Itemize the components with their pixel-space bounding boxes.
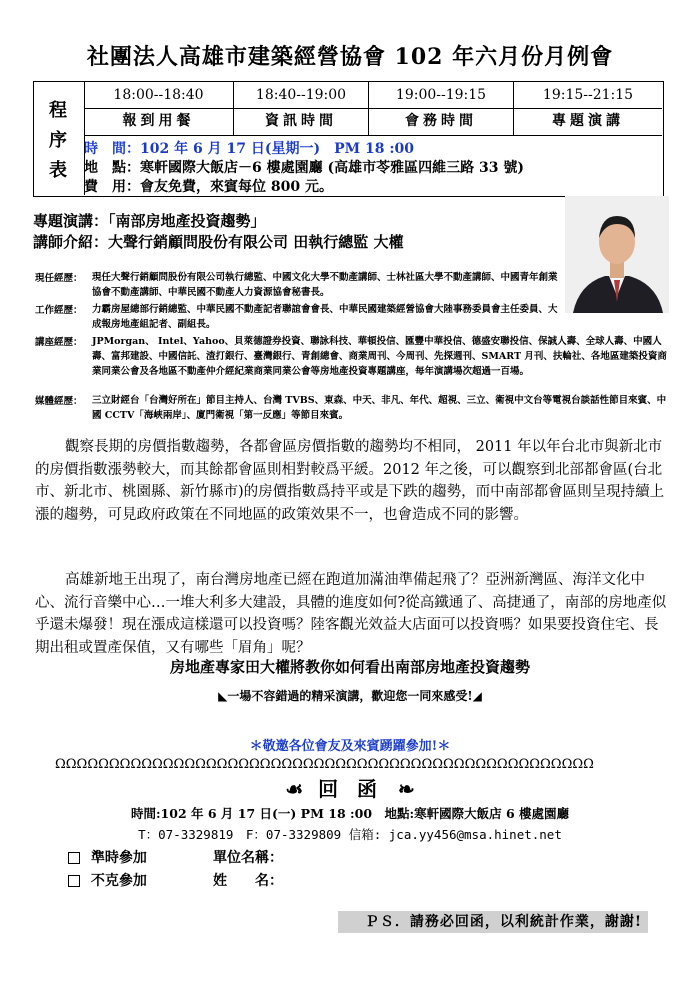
event-place: 地 點：寒軒國際大飯店－6 樓處園廳 (高雄市苓雅區四維三路 33 號) [84, 160, 524, 176]
schedule-label-char: 程 [49, 100, 67, 121]
schedule-time: 19:15--21:15 [542, 87, 634, 103]
schedule-item: 報到用餐 [84, 108, 234, 135]
page-title: 社團法人高雄市建築經營協會 102 年六月份月例會 [86, 44, 614, 70]
schedule-time: 18:00--18:40 [84, 82, 234, 108]
invite-line: ＊敬邀各位會友及來賓踴躍參加!＊ [249, 739, 451, 754]
name-field-label: 姓 名： [213, 873, 283, 889]
absent-label: 不克參加 [90, 873, 147, 889]
attend-checkbox[interactable] [68, 852, 80, 864]
absent-checkbox[interactable] [68, 875, 80, 887]
event-time: 時 間：102 年 6 月 17 日(星期一) PM 18 :00 [84, 141, 414, 157]
highlight-line: 房地產專家田大權將教你如何看出南部房地產投資趨勢 [169, 658, 530, 676]
experience-label: 講座經歷： [35, 337, 83, 348]
lecture-speaker: 講師介紹：大聲行銷顧問股份有限公司 田執行總監 大權 [33, 233, 404, 251]
experience-text: 現任大聲行銷顧問股份有限公司執行總監、中國文化大學不動產講師、士林社區大學不動產講師、中國青年創業協會不動產講師、中華民國不動產人力資源協會秘書長。 [92, 272, 558, 298]
reply-contact: T：07-3329819 F：07-3329809 信箱: jca.yy456@msa.hinet.net [138, 827, 562, 842]
schedule-item: 會務時間 [369, 108, 514, 135]
experience-text: 三立財經台「台灣好所在」節目主持人、台灣 TVBS、東森、中天、非凡、年代、超視、三立、衛視中文台等電視台談話性節目來賓、中國 CCTV「海峽兩岸」、廈門衛視「第一反應」等節目來賓。 [92, 395, 667, 421]
experience-label: 工作經歷： [35, 305, 83, 316]
tagline: ◣一場不容錯過的精采演講，歡迎您一同來感受!◢ [218, 689, 482, 703]
schedule-label [34, 82, 85, 195]
experience-label: 現任經歷： [35, 273, 83, 284]
lecture-topic: 專題演講：「南部房地產投資趨勢」 [33, 212, 266, 230]
schedule-label-char: 序 [49, 130, 67, 151]
unit-field-label: 單位名稱： [213, 850, 283, 866]
absent-option[interactable] [68, 870, 147, 890]
experience-label: 媒體經歷： [35, 396, 83, 407]
ornament-left-icon: ☙ [285, 777, 304, 801]
schedule-times-row [84, 82, 662, 109]
schedule-time: 19:00--19:15 [369, 82, 514, 108]
reply-heading [0, 773, 700, 802]
schedule-label-char: 表 [49, 160, 67, 181]
schedule-time: 18:40--19:00 [234, 82, 369, 108]
decorative-border: ΩΩΩΩΩΩΩΩΩΩΩΩΩΩΩΩΩΩΩΩΩΩΩΩΩΩΩΩΩΩΩΩΩΩΩΩΩΩΩΩΩΩΩΩΩΩΩΩΩΩ [55, 757, 594, 772]
ps-note: ＰＳ．請務必回函，以利統計作業，謝謝! [338, 911, 648, 933]
body-paragraph: 高雄新地王出現了，南台灣房地產已經在跑道加滿油準備起飛了？亞洲新灣區、海洋文化中心、流行音樂中心…一堆大利多大建設，具體的進度如何?從高鐵通了、高捷通了，南部的房地產似乎還未爆發！現在漲成這樣還可以投資嗎？陸客觀光效益大店面可以投資嗎？如果要投資住宅、長期出租或置產保值，又有哪些「眉角」呢？ [35, 572, 667, 656]
schedule-item: 資訊時間 [234, 108, 369, 135]
schedule-items-row [84, 108, 662, 136]
schedule-table [33, 81, 664, 197]
speaker-photo [565, 196, 669, 313]
body-paragraph: 觀察長期的房價指數趨勢，各都會區房價指數的趨勢均不相同， 2011 年以年台北市與新北市的房價指數漲勢較大，而其餘都會區則相對較爲平緩。2012 年之後，可以觀察到北部都會區(台北市、新北市、桃園縣、新竹縣市)的房價指數爲持平或是下跌的趨勢，而中南部都會區則呈現持續上漲的趨勢，可見政府政策在不同地區的政策效果不一，也會造成不同的影響。 [35, 439, 665, 523]
reply-title: 回 函 [318, 777, 384, 801]
schedule-item: 專題演講 [552, 113, 624, 129]
reply-time-place: 時間:102 年 6 月 17 日(一) PM 18 :00 地點:寒軒國際大飯店 6 樓處園廳 [130, 806, 570, 821]
experience-text: JPMorgan、 Intel、Yahoo、貝萊德證券投資、聯詠科技、華頓投信、匯豐中華投信、德盛安聯投信、保誠人壽、全球人壽、中國人壽、富邦建設、中國信託、渣打銀行、臺灣銀行、青創總會、商業周刊、今周刊、先探週刊、SMART 月刊、扶輪社、各地區建築投資商業同業公會及各地區不動產仲介經紀業商業同業公會等房地產投資專題講座，每年演講場次超過一百場。 [92, 336, 667, 377]
attend-label: 準時參加 [90, 850, 147, 866]
ornament-right-icon: ❧ [398, 777, 415, 801]
event-fee: 費 用：會友免費，來賓每位 800 元。 [84, 179, 333, 195]
experience-text: 力霸房屋總部行銷總監、中華民國不動產記者聯誼會會長、中華民國建築經營協會大陸事務委員會主任委員、大成報房地產組記者、副組長。 [92, 304, 558, 330]
attend-option[interactable] [68, 847, 147, 867]
